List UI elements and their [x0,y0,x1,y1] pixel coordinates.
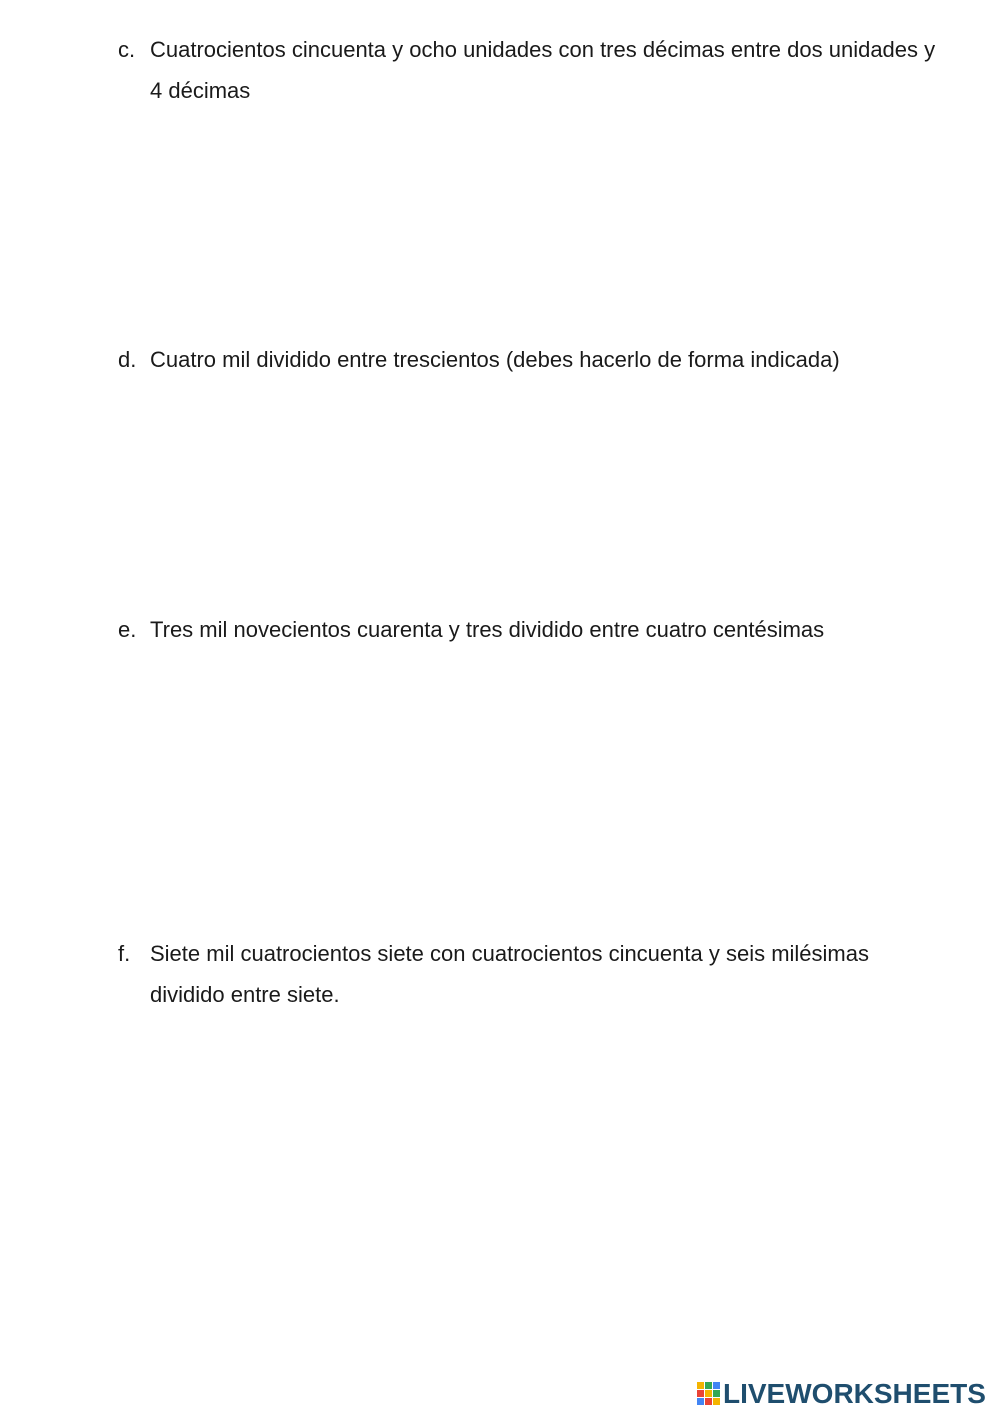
item-text: Cuatro mil dividido entre trescientos (debes hacerlo de forma indicada) [150,347,840,372]
item-letter: f. [118,941,131,966]
item-text: Cuatrocientos cincuenta y ocho unidades con tres décimas entre dos unidades y 4 décimas [150,37,936,103]
item-text: Siete mil cuatrocientos siete con cuatrocientos cincuenta y seis milésimas dividido entre siete. [150,941,869,1007]
item-letter: e. [118,617,137,642]
item-letter: d. [118,347,137,372]
exercise-item-c [118,29,938,111]
liveworksheets-logo [697,1379,986,1409]
item-text: Tres mil novecientos cuarenta y tres dividido entre cuatro centésimas [150,617,825,642]
item-letter: c. [118,37,136,62]
exercise-item-d [118,339,938,380]
liveworksheets-logo-icon [697,1382,721,1406]
exercise-item-f [118,933,938,1015]
logo-text: LIVEWORKSHEETS [723,1378,986,1409]
exercise-item-e [118,609,938,650]
